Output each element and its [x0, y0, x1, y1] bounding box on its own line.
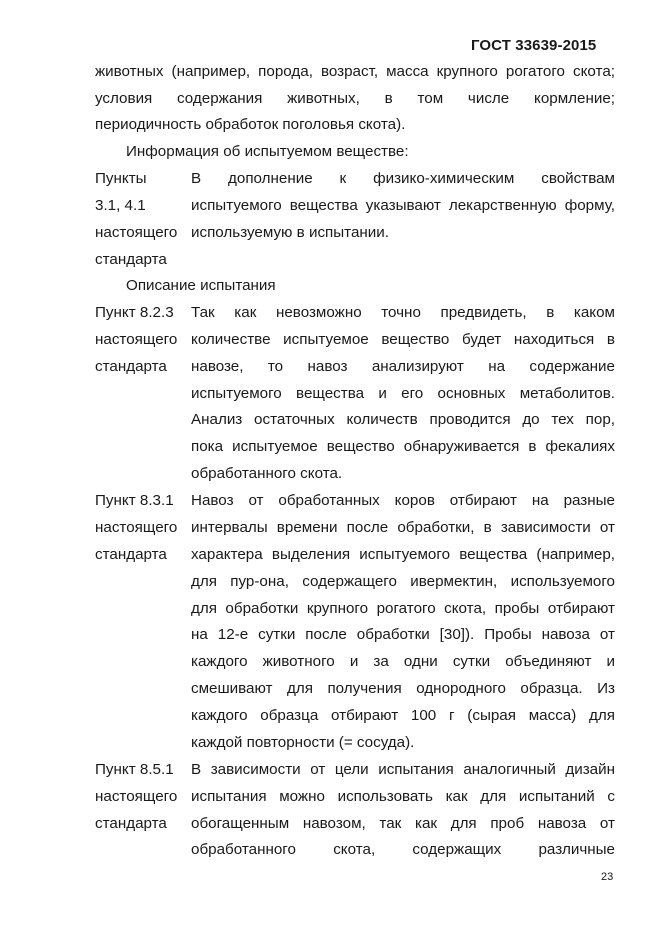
clause-reference: Пункт 8.2.3 — [95, 304, 174, 321]
clause-text-line: количестве испытуемое вещество будет находиться в — [191, 331, 615, 348]
clause-reference: стандарта — [95, 358, 167, 375]
clause-text-line: для обработки крупного рогатого скота, пробы отбирают — [191, 600, 615, 617]
clause-text-line: характера выделения испытуемого вещества (например, — [191, 546, 615, 563]
clause-reference: Пункт 8.3.1 — [95, 492, 174, 509]
clause-reference: настоящего — [95, 224, 178, 241]
clause-text-line: навозе, то навоз анализируют на содержание — [191, 358, 615, 375]
clause-text-line: В зависимости от цели испытания аналогичный дизайн — [191, 761, 615, 778]
clause-text-line: испытуемого вещества и его основных метаболитов. — [191, 385, 615, 402]
clause-text-line: каждого образца отбирают 100 г (сырая масса) для — [191, 707, 615, 724]
clause-reference: Пункты — [95, 170, 147, 187]
intro-line: периодичность обработок поголовья скота). — [95, 116, 406, 133]
clause-text-line: каждой повторности (= сосуда). — [191, 734, 415, 751]
clause-reference: настоящего — [95, 331, 178, 348]
clause-text-line: Так как невозможно точно предвидеть, в каком — [191, 304, 615, 321]
clause-text-line: используемую в испытании. — [191, 224, 389, 241]
clause-reference: 3.1, 4.1 — [95, 197, 146, 214]
page-number: 23 — [601, 871, 614, 883]
clause-text-line: Навоз от обработанных коров отбирают на разные — [191, 492, 615, 509]
clause-text-line: пока испытуемое вещество обнаруживается в фекалиях — [191, 438, 615, 455]
clause-reference: стандарта — [95, 546, 167, 563]
document-code: ГОСТ 33639-2015 — [471, 37, 597, 54]
clause-reference: настоящего — [95, 519, 178, 536]
clause-reference: стандарта — [95, 251, 167, 268]
clause-text-line: обогащенным навозом, так как для проб навоза от — [191, 815, 615, 832]
clause-text-line: испытания можно использовать как для испытаний с — [191, 788, 615, 805]
clause-text-line: интервалы времени после обработки, в зависимости от — [191, 519, 615, 536]
intro-line: условия содержания животных, в том числе кормление; — [95, 90, 615, 107]
clause-reference: настоящего — [95, 788, 178, 805]
clause-reference: стандарта — [95, 815, 167, 832]
section-heading-substance: Информация об испытуемом веществе: — [126, 143, 409, 160]
clause-text-line: Анализ остаточных количеств проводится до тех пор, — [191, 411, 615, 428]
clause-reference: Пункт 8.5.1 — [95, 761, 174, 778]
clause-text-line: обработанного скота, содержащих различные — [191, 841, 615, 858]
clause-text-line: обработанного скота. — [191, 465, 343, 482]
section-heading-test-description: Описание испытания — [126, 277, 276, 294]
clause-text-line: В дополнение к физико-химическим свойствам — [191, 170, 615, 187]
clause-text-line: испытуемого вещества указывают лекарственную форму, — [191, 197, 615, 214]
intro-line: животных (например, порода, возраст, масса крупного рогатого скота; — [95, 63, 615, 80]
clause-text-line: для пур-она, содержащего ивермектин, используемого — [191, 573, 615, 590]
clause-text-line: смешивают для получения однородного образца. Из — [191, 680, 615, 697]
clause-text-line: на 12-е сутки после обработки [30]). Пробы навоза от — [191, 626, 615, 643]
clause-text-line: каждого животного и за одни сутки объединяют и — [191, 653, 615, 670]
